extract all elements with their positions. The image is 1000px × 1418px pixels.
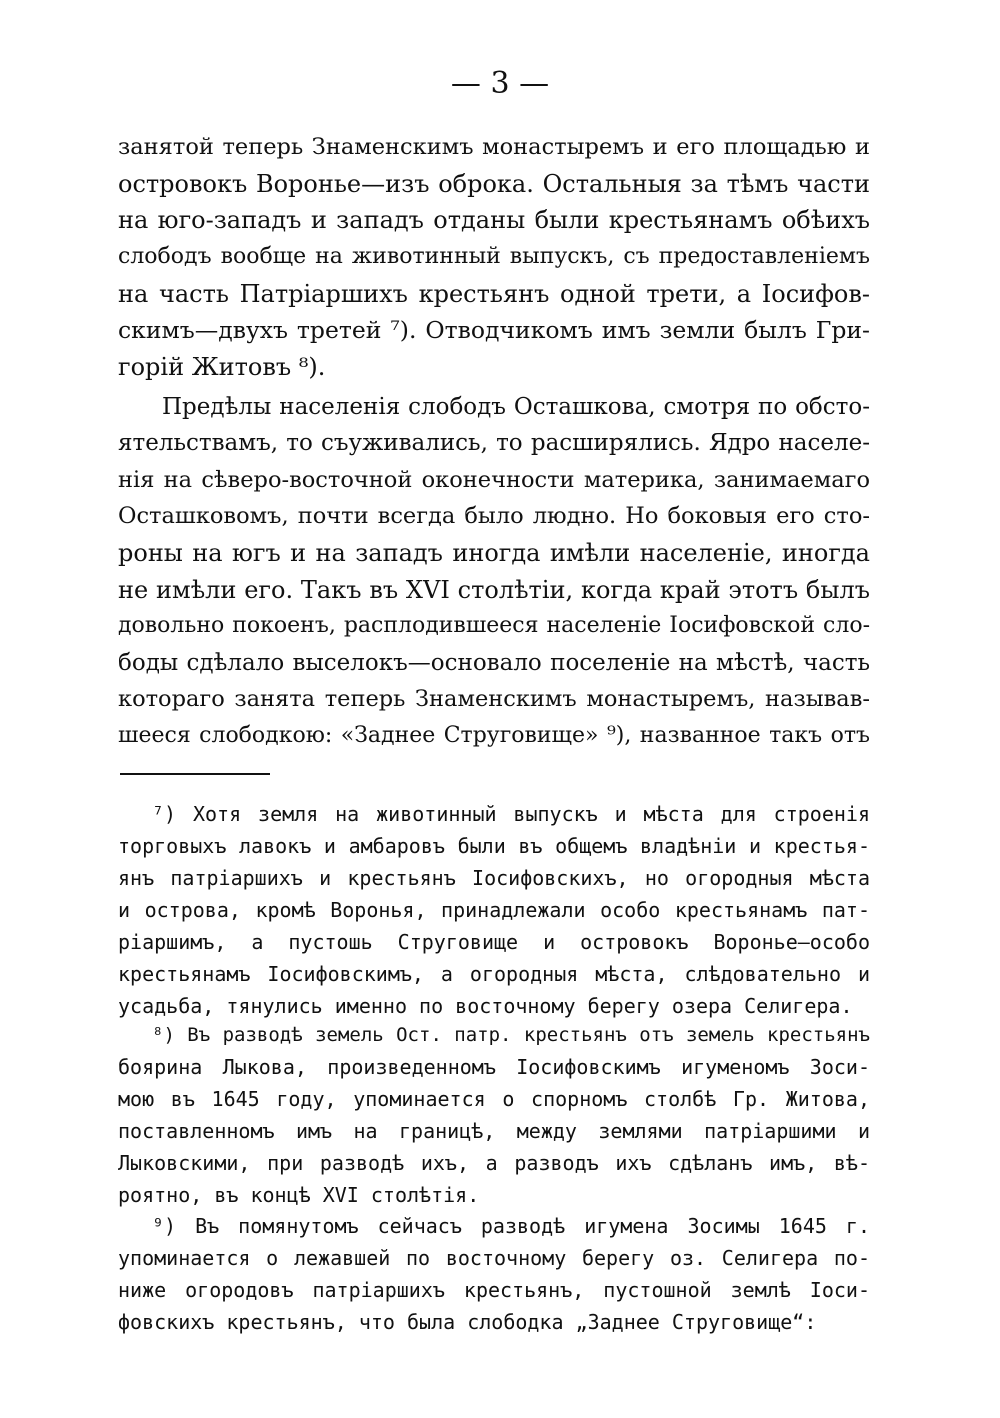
footnote-line: торговыхъ лавокъ и амбаровъ были въ общемъ владѣніи и крестья- xyxy=(118,834,870,858)
footnote-line: поставленномъ имъ на границѣ, между землями патріаршими и xyxy=(118,1119,870,1143)
footnote-line: роятно, въ концѣ XVI столѣтія. xyxy=(118,1183,480,1207)
footnote-line: боярина Лыкова, произведенномъ Іосифовскимъ игуменомъ Зоси- xyxy=(118,1055,870,1079)
text-line: на юго-западъ и западъ отданы были крестьянамъ обѣихъ xyxy=(118,206,870,234)
text-line: Осташковомъ, почти всегда было людно. Но боковыя его сто- xyxy=(118,503,870,529)
text-line: ятельствамъ, то съуживались, то расширялись. Ядро населе- xyxy=(118,430,870,456)
page-number: — 3 — xyxy=(450,66,550,101)
text-line: на часть Патріаршихъ крестьянъ одной трети, а Іосифов- xyxy=(118,280,870,308)
text-line: довольно покоенъ, расплодившееся населеніе Іосифовской сло- xyxy=(118,613,870,638)
footnote-line: фовскихъ крестьянъ, что была слободка „Заднее Струговище“: xyxy=(118,1310,817,1334)
text-line: нія на сѣверо-восточной оконечности материка, занимаемаго xyxy=(118,467,870,493)
footnote-line: ⁹) Въ помянутомъ сейчасъ разводѣ игумена Зосимы 1645 г. xyxy=(152,1214,870,1238)
text-line: не имѣли его. Такъ въ XVI столѣтіи, когда край этотъ былъ xyxy=(118,576,870,604)
text-line: шееся слободкою: «Заднее Струговище» ⁹), названное такъ отъ xyxy=(118,723,870,748)
text-line: боды сдѣлало выселокъ—основало поселеніе на мѣстѣ, часть xyxy=(118,650,870,676)
footnote-line: янъ патріаршихъ и крестьянъ Іосифовскихъ, но огородныя мѣста xyxy=(118,866,870,890)
text-line: горій Житовъ ⁸). xyxy=(118,353,326,381)
footnote-line: ріаршимъ, а пустошь Струговище и островокъ Воронье—особо xyxy=(118,930,870,954)
footnote-line: мою въ 1645 году, упоминается о спорномъ столбѣ Гр. Житова, xyxy=(118,1087,870,1111)
footnote-line: Лыковскими, при разводѣ ихъ, а разводъ ихъ сдѣланъ имъ, вѣ- xyxy=(118,1151,870,1175)
footnote-line: ⁸) Въ разводѣ земель Ост. патр. крестьянъ отъ земель крестьянъ xyxy=(152,1024,870,1046)
text-line: занятой теперь Знаменскимъ монастыремъ и его площадью и xyxy=(118,134,870,160)
footnote-line: крестьянамъ Іосифовскимъ, а огородныя мѣста, слѣдовательно и xyxy=(118,962,870,986)
text-line: Предѣлы населенія слободъ Осташкова, смотря по обсто- xyxy=(162,394,870,420)
footnote-separator xyxy=(120,773,270,775)
footnote-line: упоминается о лежавшей по восточному берегу оз. Селигера по- xyxy=(118,1246,870,1270)
text-line: слободъ вообще на животинный выпускъ, съ предоставленіемъ xyxy=(118,244,870,269)
text-line: островокъ Воронье—изъ оброка. Остальныя за тѣмъ части xyxy=(118,170,870,198)
footnote-line: ⁷) Хотя земля на животинный выпускъ и мѣста для строенія xyxy=(152,802,870,826)
footnote-line: усадьба, тянулись именно по восточному берегу озера Селигера. xyxy=(118,994,853,1018)
footnote-line: ниже огородовъ патріаршихъ крестьянъ, пустошной землѣ Іоси- xyxy=(118,1278,870,1302)
footnote-line: и острова, кромѣ Воронья, принадлежали особо крестьянамъ пат- xyxy=(118,898,870,922)
text-line: скимъ—двухъ третей ⁷). Отводчикомъ имъ земли былъ Гри- xyxy=(118,316,870,344)
text-line: котораго занята теперь Знаменскимъ монастыремъ, называв- xyxy=(118,686,870,712)
text-line: роны на югъ и на западъ иногда имѣли населеніе, иногда xyxy=(118,539,870,567)
